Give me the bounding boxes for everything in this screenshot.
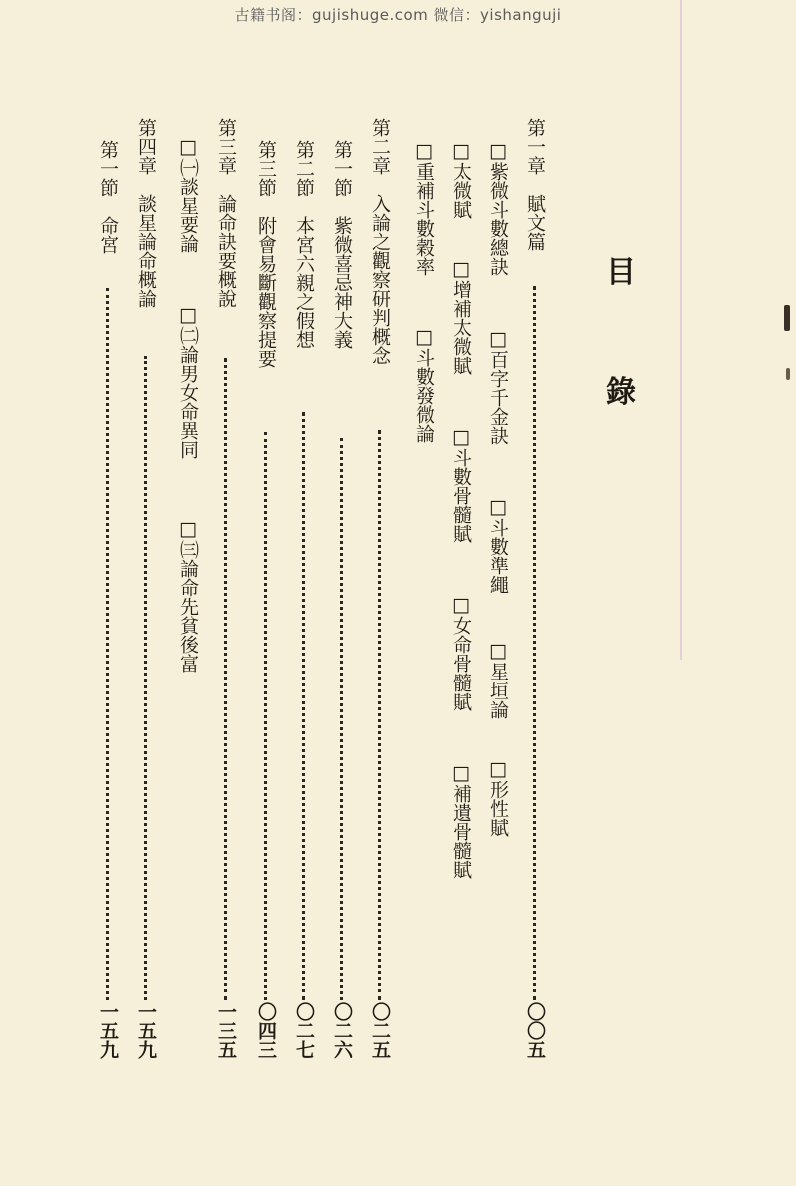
page-number: 〇四三	[255, 1002, 277, 1059]
dot-leader	[533, 286, 539, 1000]
toc-entry: □星垣論	[487, 640, 509, 719]
page-number: 〇二七	[293, 1002, 315, 1059]
toc-entry: □女命骨髓賦	[450, 594, 472, 711]
dot-leader	[144, 356, 150, 1000]
page-number: 一五九	[97, 1002, 119, 1059]
paper-stain-2	[786, 368, 790, 380]
toc-entry: □重補斗數穀率	[413, 140, 435, 276]
watermark: 古籍书阁：gujishuge.com 微信：yishanguji	[234, 6, 562, 24]
toc-entry: □斗數骨髓賦	[450, 426, 472, 543]
toc-entry: 第二節 本宮六親之假想	[293, 140, 315, 349]
page-number: 〇二六	[331, 1002, 353, 1059]
dot-leader	[340, 438, 346, 1000]
toc-entry: □斗數準繩	[487, 496, 509, 594]
toc-entry: 第二章 入論之觀察研判概念	[369, 118, 391, 365]
margin-rule	[680, 0, 682, 660]
toc-entry: □㈢論命先貧後富	[177, 518, 199, 673]
toc-entry: □補遺骨髓賦	[450, 762, 472, 879]
page-number: 〇〇五	[524, 1002, 546, 1059]
toc-entry: □紫微斗數總訣	[487, 140, 509, 276]
dot-leader	[302, 412, 308, 1000]
page-number: 一五九	[135, 1002, 157, 1059]
title-char-2: 錄	[606, 375, 636, 410]
title-char-1: 目	[606, 255, 636, 290]
toc-entry: □㈡論男女命異同	[177, 304, 199, 459]
toc-entry: 第三節 附會易斷觀察提要	[255, 140, 277, 368]
paper-stain	[784, 305, 790, 331]
toc-entry: □增補太微賦	[450, 258, 472, 375]
dot-leader	[106, 288, 112, 1000]
toc-entry: 第一節 紫微喜忌神大義	[331, 140, 353, 349]
toc-entry: □斗數發微論	[413, 326, 435, 443]
toc-entry: □形性賦	[487, 758, 509, 837]
toc-entry: □太微賦	[450, 140, 472, 219]
dot-leader	[224, 358, 230, 1000]
page-number: 〇二五	[369, 1002, 391, 1059]
toc-entry: □㈠談星要論	[177, 136, 199, 253]
toc-entry: 第四章 談星論命概論	[135, 118, 157, 308]
dot-leader	[264, 432, 270, 1000]
dot-leader	[378, 430, 384, 1000]
toc-entry: 第三章 論命訣要概說	[215, 118, 237, 308]
page-number: 一三五	[215, 1002, 237, 1059]
toc-entry: □百字千金訣	[487, 328, 509, 445]
toc-entry: 第一章 賦文篇	[524, 118, 546, 251]
toc-entry: 第一節 命宮	[97, 140, 119, 254]
